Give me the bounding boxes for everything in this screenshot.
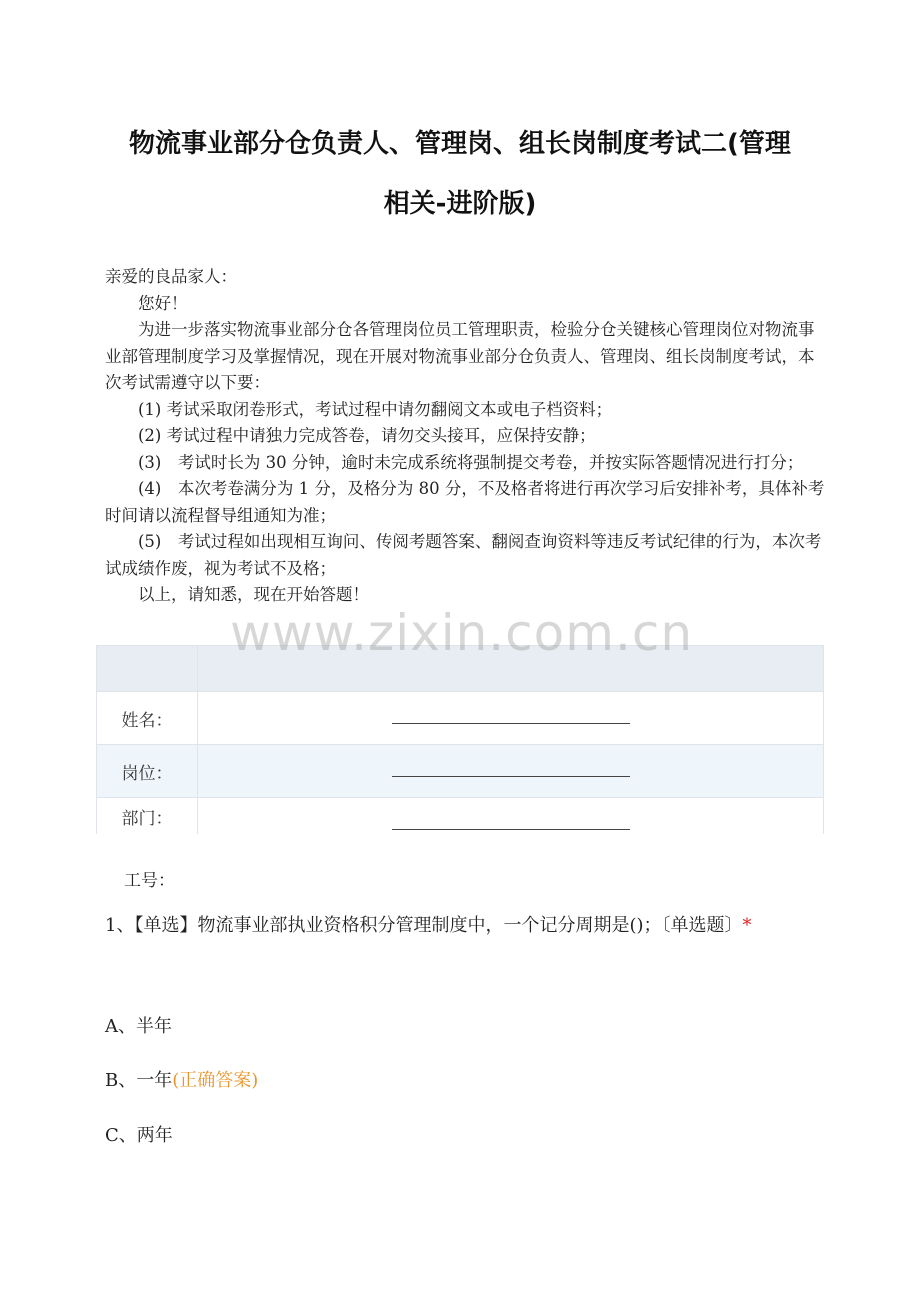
option-a-label: A、半年 — [105, 1016, 172, 1037]
correct-answer-note: (正确答案) — [172, 1070, 259, 1091]
intro-block — [105, 264, 825, 609]
rule-4: (4) 本次考卷满分为 1 分，及格分为 80 分，不及格者将进行再次学习后安排补考，具体补考时间请以流程督导组通知为准； — [105, 479, 825, 525]
rule-5: (5) 考试过程如出现相互询问、传阅考题答案、翻阅查询资料等违反考试纪律的行为，本次考试成绩作废，视为考试不及格； — [105, 532, 822, 578]
question-1 — [105, 904, 805, 948]
name-label: 姓名： — [97, 692, 198, 745]
document-title-line1: 物流事业部分仓负责人、管理岗、组长岗制度考试二(管理 — [129, 129, 791, 159]
employee-id-label: 工号： — [124, 871, 175, 891]
option-a[interactable] — [105, 1012, 172, 1038]
form-header-row — [97, 646, 824, 692]
option-c[interactable] — [105, 1121, 173, 1147]
option-b[interactable] — [105, 1066, 258, 1092]
question-text: 1、【单选】物流事业部执业资格积分管理制度中，一个记分周期是()；〔单选题〕 — [105, 915, 743, 936]
rule-1: (1) 考试采取闭卷形式，考试过程中请勿翻阅文本或电子档资料； — [138, 399, 613, 419]
rule-3: (3) 考试时长为 30 分钟，逾时未完成系统将强制提交考卷，并按实际答题情况进行打分； — [138, 452, 804, 472]
form-row-name — [97, 692, 824, 745]
required-mark: * — [742, 915, 752, 936]
watermark: www.zixin.com.cn — [230, 604, 694, 662]
option-c-label: C、两年 — [105, 1125, 173, 1146]
rule-2: (2) 考试过程中请独力完成答卷，请勿交头接耳，应保持安静； — [138, 426, 596, 445]
position-label: 岗位： — [97, 745, 198, 798]
info-form-table — [96, 645, 824, 834]
hello: 您好！ — [138, 293, 188, 313]
document-title-line2: 相关-进阶版) — [383, 189, 537, 219]
greeting: 亲爱的良品家人： — [105, 267, 237, 286]
department-label: 部门： — [97, 798, 198, 835]
name-input-line[interactable] — [392, 709, 630, 724]
form-row-position — [97, 745, 824, 798]
position-input-line[interactable] — [392, 762, 630, 777]
department-input-line[interactable] — [392, 815, 630, 830]
closing: 以上，请知悉，现在开始答题！ — [138, 585, 369, 604]
form-row-department — [97, 798, 824, 835]
option-b-label: B、一年 — [105, 1070, 173, 1091]
intro-paragraph: 为进一步落实物流事业部分仓各管理岗位员工管理职责，检验分仓关键核心管理岗位对物流事业部管理制度学习及掌握情况，现在开展对物流事业部分仓负责人、管理岗、组长岗制度考试，本次考试需遵守以下要： — [105, 320, 815, 392]
